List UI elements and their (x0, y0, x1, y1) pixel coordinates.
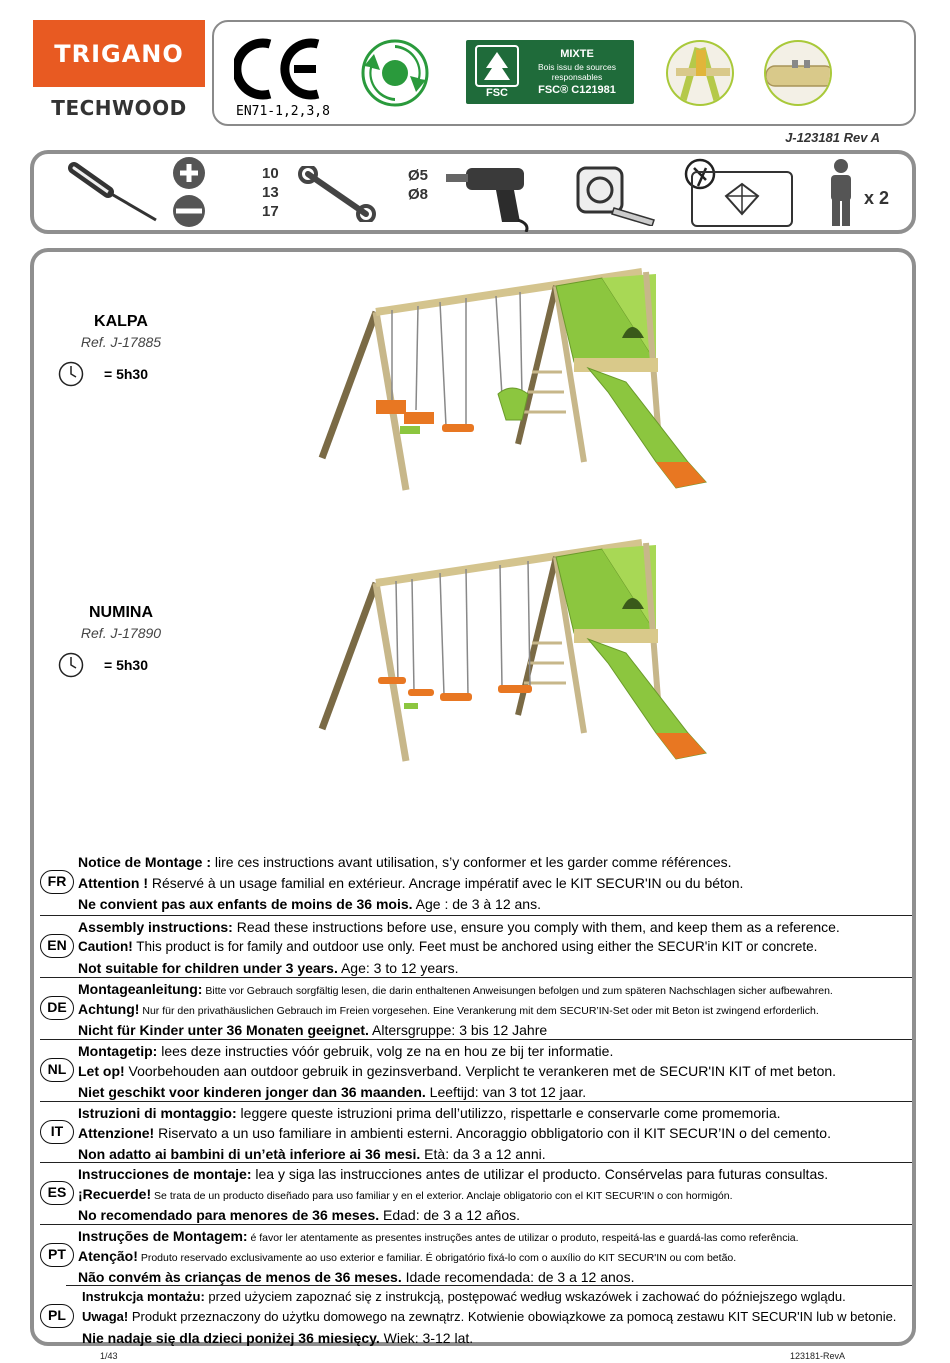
lang-block-fr: FR Notice de Montage : lire ces instructions avant utilisation, s’y conformer et les garder comme références. Attention ! Réservé à un usage familial en extérieur. Ancrage impératif avec le KIT SECUR'IN ou du béton. Ne convient pas aux enfants de moins de 36 mois. Age : de 3 à 12 ans. (40, 852, 912, 914)
ce-mark-icon (234, 36, 324, 102)
lang-badge: PT (40, 1243, 74, 1267)
product-name-1: KALPA (94, 313, 148, 330)
product-time-1: = 5h30 (104, 366, 148, 382)
brand-subtitle: TECHWOOD (51, 96, 187, 120)
wrench-icon (298, 166, 376, 222)
brand-name: TRIGANO (54, 39, 184, 68)
lang-block-de: DE Montageanleitung: Bitte vor Gebrauch sorgfältig lesen, die darin enthaltenen Anweisungen befolgen und zum späteren Nachschlagen sicher aufbewahren. Achtung! Nur für den privathäuslichen Gebrauch im Freien vorgesehen. Eine Verankerung mit dem SECUR’IN-Set oder mit Beton ist zwingend erforderlich. Nicht für Kinder unter 36 Monaten geeignet. Altersgruppe: 3 bis 12 Jahre (40, 977, 912, 1039)
wrench-size-3: 17 (262, 203, 279, 220)
product-ref-1: Ref. J-17885 (80, 334, 162, 350)
green-dot-icon (360, 38, 430, 108)
lang-badge: ES (40, 1181, 74, 1205)
document-reference: J-123181 Rev A (785, 130, 880, 145)
persons-required: x 2 (864, 188, 890, 208)
drill-size-1: Ø5 (408, 167, 429, 184)
fsc-code: FSC® C121981 (538, 84, 616, 96)
page-number: 1/43 (100, 1351, 118, 1361)
lang-badge: FR (40, 870, 74, 894)
tape-measure-icon (574, 164, 656, 226)
fsc-subtitle: Bois issu de sources responsables (538, 62, 616, 82)
fsc-tree-icon (472, 44, 522, 100)
screwdriver-icon (68, 162, 160, 224)
lang-badge: EN (40, 934, 74, 958)
minus-icon (172, 194, 206, 228)
fsc-logo-text: FSC (486, 87, 508, 99)
product-name-2: NUMINA (89, 604, 153, 621)
drill-size-2: Ø8 (408, 186, 429, 203)
drill-icon (444, 162, 536, 232)
certification-panel (212, 20, 916, 126)
a-frame-detail-icon (666, 40, 734, 106)
clock-icon (58, 361, 84, 387)
kalpa-illustration (316, 262, 710, 494)
footer-reference: 123181-RevA (790, 1351, 846, 1361)
lang-badge: IT (40, 1120, 74, 1144)
lang-block-nl: NL Montagetip: lees deze instructies vóór gebruik, volg ze na en hou ze bij ter informatie. Let op! Voorbehouden aan outdoor gebruik in gezinsverband. Verplicht te verankeren met de SECUR'IN KIT of met beton. Niet geschikt voor kinderen jonger dan 36 maanden. Leeftijd: van 3 tot 12 jaar. (40, 1039, 912, 1101)
tools-panel (30, 150, 916, 234)
beam-detail-icon (764, 40, 832, 106)
wrench-size-1: 10 (262, 165, 279, 182)
lang-block-it: IT Istruzioni di montaggio: leggere queste istruzioni prima dell’utilizzo, rispettarle e conservarle come promemoria. Attenzione! Riservato a un uso familiare in ambienti esterni. Ancoraggio obbligatorio con il KIT SECUR’IN o del cemento. Non adatto ai bambini di un’età inferiore ai 36 mesi. Età: da 3 a 12 anni. (40, 1101, 912, 1163)
recycle-packaging-icon (684, 156, 796, 230)
lang-block-es: ES Instrucciones de montaje: lea y siga las instrucciones antes de utilizar el producto. Consérvelas para futuras consultas. ¡Recuerde! Se trata de un producto diseñado para uso familiar y en el exterior. Anclaje obligatorio con el KIT SECUR'IN o con hormigón. No recomendado para menores de 36 meses. Edad: de 3 a 12 años. (40, 1162, 912, 1224)
wrench-size-2: 13 (262, 184, 279, 201)
numina-illustration (316, 533, 710, 765)
brand-logo (33, 20, 205, 87)
lang-badge: DE (40, 996, 74, 1020)
lang-block-en: EN Assembly instructions: Read these instructions before use, ensure you comply with them, and keep them as a reference. Caution! This product is for family and outdoor use only. Feet must be anchored using either the SECUR'in KIT or concrete. Not suitable for children under 3 years. Age: 3 to 12 years. (40, 915, 912, 977)
clock-icon (58, 652, 84, 678)
fsc-title: MIXTE (560, 48, 594, 60)
person-icon (826, 158, 856, 228)
lang-block-pt: PT Instruções de Montagem: é favor ler atentamente as presentes instruções antes de utilizar o produto, respeitá-las e guardá-las como referência. Atenção! Produto reservado exclusivamente ao uso exterior e familiar. É obrigatório fixá-lo com o auxílio do KIT SECUR'IN ou com betão. Não convém às crianças de menos de 36 meses. Idade recomendada: de 3 a 12 anos. (40, 1224, 912, 1286)
lang-badge: NL (40, 1058, 74, 1082)
fsc-label (466, 40, 634, 104)
product-time-2: = 5h30 (104, 657, 148, 673)
lang-block-pl: PL Instrukcja montażu: przed użyciem zapoznać się z instrukcją, postępować według wskazówek i zachować do późniejszego wglądu. Uwaga! Produkt przeznaczony do użytku domowego na zewnątrz. Kotwienie obowiązkowe za pomocą zestawu KIT SECUR'IN lub w betonie. Nie nadaje się dla dzieci poniżej 36 miesięcy. Wiek: 3-12 lat. (66, 1285, 912, 1347)
plus-icon (172, 156, 206, 190)
norm-label: EN71-1,2,3,8 (236, 104, 330, 119)
product-ref-2: Ref. J-17890 (80, 625, 162, 641)
lang-badge: PL (40, 1304, 74, 1328)
